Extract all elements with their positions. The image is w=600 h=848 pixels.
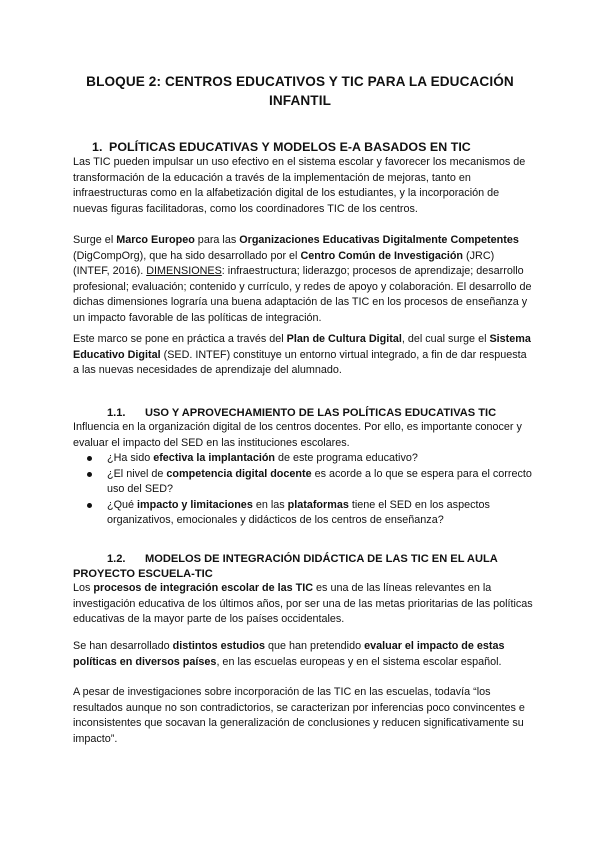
section-1-2-number: 1.2. (107, 553, 126, 565)
text-run: , del cual surge el (401, 333, 490, 345)
section-1-paragraph-3 (73, 332, 533, 379)
bullet-icon (87, 472, 92, 477)
underlined-run: DIMENSIONES (146, 265, 222, 278)
section-1-paragraph-1: Las TIC pueden impulsar un uso efectivo en el sistema escolar y favorecer los mecanismos de transformación de la educación a través de la implementación de mejoras, tanto en infraestructuras como en la alfabetización digital de los estudiantes, y la incorporación de nuevas figuras facilitadoras, como los coordinadores TIC de los centros. (73, 156, 526, 215)
list-item (73, 467, 533, 498)
page-title-line-2: INFANTIL (269, 93, 331, 108)
section-1-heading (92, 139, 471, 156)
section-1-number: 1. (92, 140, 103, 154)
section-1-2-subtitle: PROYECTO ESCUELA-TIC (73, 568, 213, 580)
bold-run: Organizaciones Educativas Digitalmente Competentes (239, 234, 519, 246)
list-item (73, 451, 533, 467)
text-run: es una de las líneas relevantes en la investigación educativa de los últimos años, por ser una de las metas prioritarias de las políticas educativas de la mayor parte de los países occidentales. (73, 582, 533, 626)
text-run: : infraestructura; liderazgo; procesos de aprendizaje; desarrollo profesional; evaluación; contenido y currículo, y redes de apoyo y colaboración. El desarrollo de dichas dimensiones lograría una buena adaptación de las TIC en los procesos de enseñanza y un impacto favorable de las políticas de integración. (73, 265, 532, 324)
bold-run: impacto y limitaciones (137, 498, 253, 511)
section-1-2-title: MODELOS DE INTEGRACIÓN DIDÁCTICA DE LAS TIC EN EL AULA (145, 553, 498, 565)
section-1-2-paragraph-2 (73, 639, 533, 670)
text-run: Se han desarrollado (73, 640, 173, 652)
text-run: ¿Ha sido (107, 452, 154, 464)
bold-run: distintos estudios (172, 640, 266, 652)
text-run: (JRC) (INTEF, 2016). (73, 249, 495, 278)
text-run: ¿Qué (107, 498, 138, 511)
text-run: de este programa educativo? (275, 452, 418, 464)
section-1-1-bullet-list (73, 451, 533, 529)
section-1-1-heading (107, 405, 496, 421)
text-run: en las (252, 498, 288, 511)
section-1-2-paragraph-1 (73, 581, 533, 628)
section-1-2-heading (107, 551, 498, 567)
bold-run: Sistema Educativo Digital (73, 333, 531, 361)
text-run: tiene el SED en los aspectos organizativos, emocionales y didácticos de los centros de enseñanza? (107, 498, 490, 527)
text-run: Surge el (73, 234, 117, 246)
page-title (60, 72, 540, 110)
bullet-icon (87, 503, 92, 508)
text-run: ¿El nivel de (107, 467, 167, 480)
section-1-1-intro: Influencia en la organización digital de los centros docentes. Por ello, es importante conocer y evaluar el impacto del SED en las instituciones escolares. (73, 421, 522, 449)
bold-run: evaluar el impacto de estas políticas en diversos países (73, 640, 505, 668)
list-item (73, 498, 533, 529)
page-title-line-1: BLOQUE 2: CENTROS EDUCATIVOS Y TIC PARA LA EDUCACIÓN (86, 74, 514, 89)
section-1-1-number: 1.1. (107, 407, 126, 419)
section-1-1-title: USO Y APROVECHAMIENTO DE LAS POLÍTICAS EDUCATIVAS TIC (145, 407, 497, 419)
text-run: para las (194, 234, 240, 246)
section-1-2-paragraph-3: A pesar de investigaciones sobre incorporación de las TIC en las escuelas, todavía “los resultados aunque no son contradictorios, se caracterizan por inferencias poco convincentes e inconsistentes que socavan la generalización de conclusiones y reducen significativamente su impacto”. (73, 686, 525, 745)
bold-run: Plan de Cultura Digital (286, 333, 402, 345)
bold-run: Marco Europeo (116, 234, 195, 246)
section-1-title: POLÍTICAS EDUCATIVAS Y MODELOS E-A BASADOS EN TIC (109, 140, 471, 154)
text-run: Los (73, 582, 94, 594)
bold-run: plataformas (287, 498, 349, 511)
text-run: (DigCompOrg), que ha sido desarrollado por el (73, 249, 301, 262)
bold-run: procesos de integración escolar de las TIC (93, 582, 314, 594)
bullet-icon (87, 456, 92, 461)
section-1-paragraph-2 (73, 233, 533, 327)
text-run: Este marco se pone en práctica a través del (73, 333, 287, 345)
text-run: , en las escuelas europeas y en el sistema escolar español. (216, 655, 502, 668)
bold-run: Centro Común de Investigación (300, 249, 464, 262)
text-run: que han pretendido (265, 640, 365, 652)
bold-run: competencia digital docente (166, 467, 312, 480)
text-run: (SED. INTEF) constituye un entorno virtual integrado, a fin de dar respuesta a las nuevas necesidades de aprendizaje del alumnado. (73, 348, 527, 377)
bold-run: efectiva la implantación (153, 452, 276, 464)
text-run: es acorde a lo que se espera para el correcto uso del SED? (107, 467, 532, 496)
